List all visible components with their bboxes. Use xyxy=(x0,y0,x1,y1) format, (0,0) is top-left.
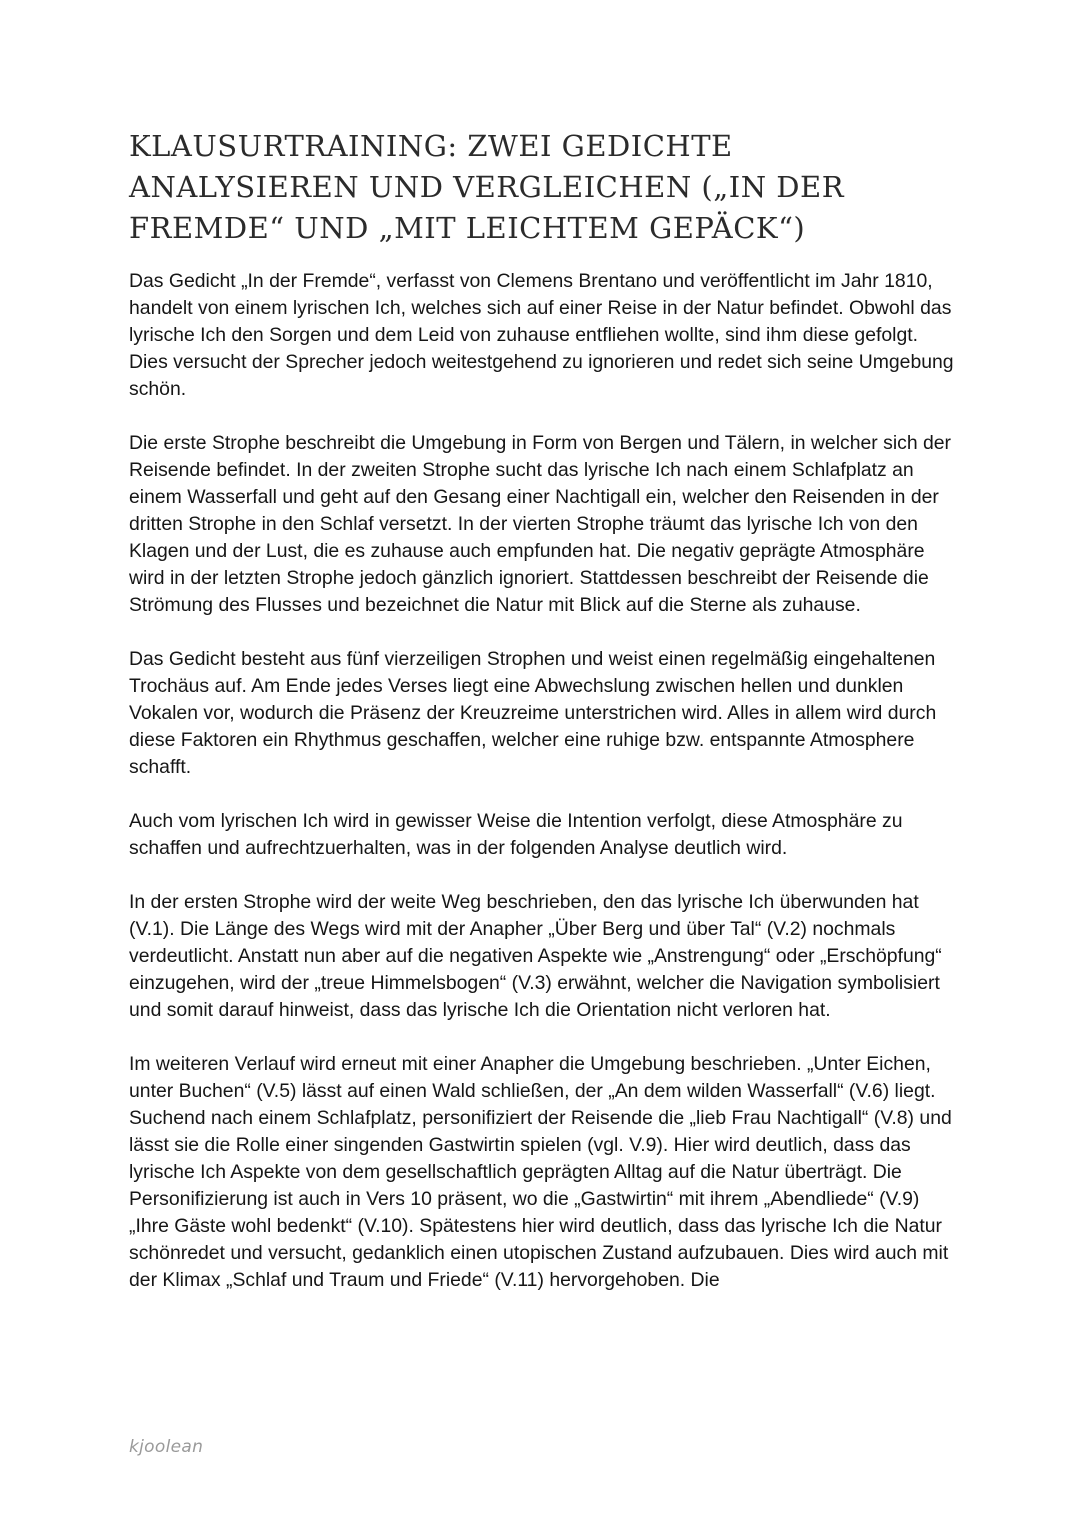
footer-author: kjoolean xyxy=(129,1437,204,1457)
paragraph-content-summary: Die erste Strophe beschreibt die Umgebung in Form von Bergen und Tälern, in welcher sich der Reisende befindet. In der zweiten Strophe sucht das lyrische Ich nach einem Schlafplatz an einem Wasserfall und geht auf den Gesang einer Nachtigall ein, welcher den Reisenden in der dritten Strophe in den Schlaf versetzt. In der vierten Strophe träumt das lyrische Ich von den Klagen und der Lust, die es zuhause auch empfunden hat. Die negativ geprägte Atmosphäre wird in der letzten Strophe jedoch gänzlich ignoriert. Stattdessen beschreibt der Reisende die Strömung des Flusses und bezeichnet die Natur mit Blick auf die Sterne als zuhause. xyxy=(129,432,952,616)
paragraph-analysis-stanza-2: Im weiteren Verlauf wird erneut mit einer Anapher die Umgebung beschrieben. „Unter Eichen, unter Buchen“ (V.5) lässt auf einen Wald schließen, der „An dem wilden Wasserfall“ (V.6) liegt. Suchend nach einem Schlafplatz, personifiziert der Reisende die „lieb Frau Nachtigall“ (V.8) und lässt sie die Rolle einer singenden Gastwirtin spielen (vgl. V.9). Hier wird deutlich, dass das lyrische Ich Aspekte von dem gesellschaftlich geprägten Alltag auf die Natur überträgt. Die Personifizierung ist auch in Vers 10 präsent, wo die „Gastwirtin“ mit ihrem „Abendliede“ (V.9) „Ihre Gäste wohl bedenkt“ (V.10). Spätestens hier wird deutlich, dass das lyrische Ich die Natur schönredet und versucht, gedanklich einen utopischen Zustand aufzubauen. Dies wird auch mit der Klimax „Schlaf und Traum und Friede“ (V.11) hervorgehoben. Die xyxy=(129,1053,952,1291)
paragraph-form: Das Gedicht besteht aus fünf vierzeiligen Strophen und weist einen regelmäßig eingehaltenen Trochäus auf. Am Ende jedes Verses liegt eine Abwechslung zwischen hellen und dunklen Vokalen vor, wodurch die Präsenz der Kreuzreime unterstrichen wird. Alles in allem wird durch diese Faktoren ein Rhythmus geschaffen, welcher eine ruhige bzw. entspannte Atmosphere schafft. xyxy=(129,648,937,778)
paragraph-transition: Auch vom lyrischen Ich wird in gewisser Weise die Intention verfolgt, diese Atmosphäre zu schaffen und aufrechtzuerhalten, was in der folgenden Analyse deutlich wird. xyxy=(129,810,903,859)
document-body xyxy=(129,268,959,1321)
paragraph-analysis-stanza-1: In der ersten Strophe wird der weite Weg beschrieben, den das lyrische Ich überwunden hat (V.1). Die Länge des Wegs wird mit der Anapher „Über Berg und über Tal“ (V.2) nochmals verdeutlicht. Anstatt nun aber auf die negativen Aspekte wie „Anstrengung“ oder „Erschöpfung“ einzugehen, wird der „treue Himmelsbogen“ (V.3) erwähnt, welcher die Navigation symbolisiert und somit darauf hinweist, dass das lyrische Ich die Orientation nicht verloren hat. xyxy=(129,891,942,1021)
paragraph-intro: Das Gedicht „In der Fremde“, verfasst von Clemens Brentano und veröffentlicht im Jahr 1810, handelt von einem lyrischen Ich, welches sich auf einer Reise in der Natur befindet. Obwohl das lyrische Ich den Sorgen und dem Leid von zuhause entfliehen wollte, sind ihm diese gefolgt. Dies versucht der Sprecher jedoch weitestgehend zu ignorieren und redet sich seine Umgebung schön. xyxy=(129,270,954,400)
document-title: KLAUSURTRAINING: ZWEI GEDICHTE ANALYSIEREN UND VERGLEICHEN („IN DER FREMDE“ UND „MIT LEICHTEM GEPÄCK“) xyxy=(129,129,845,245)
